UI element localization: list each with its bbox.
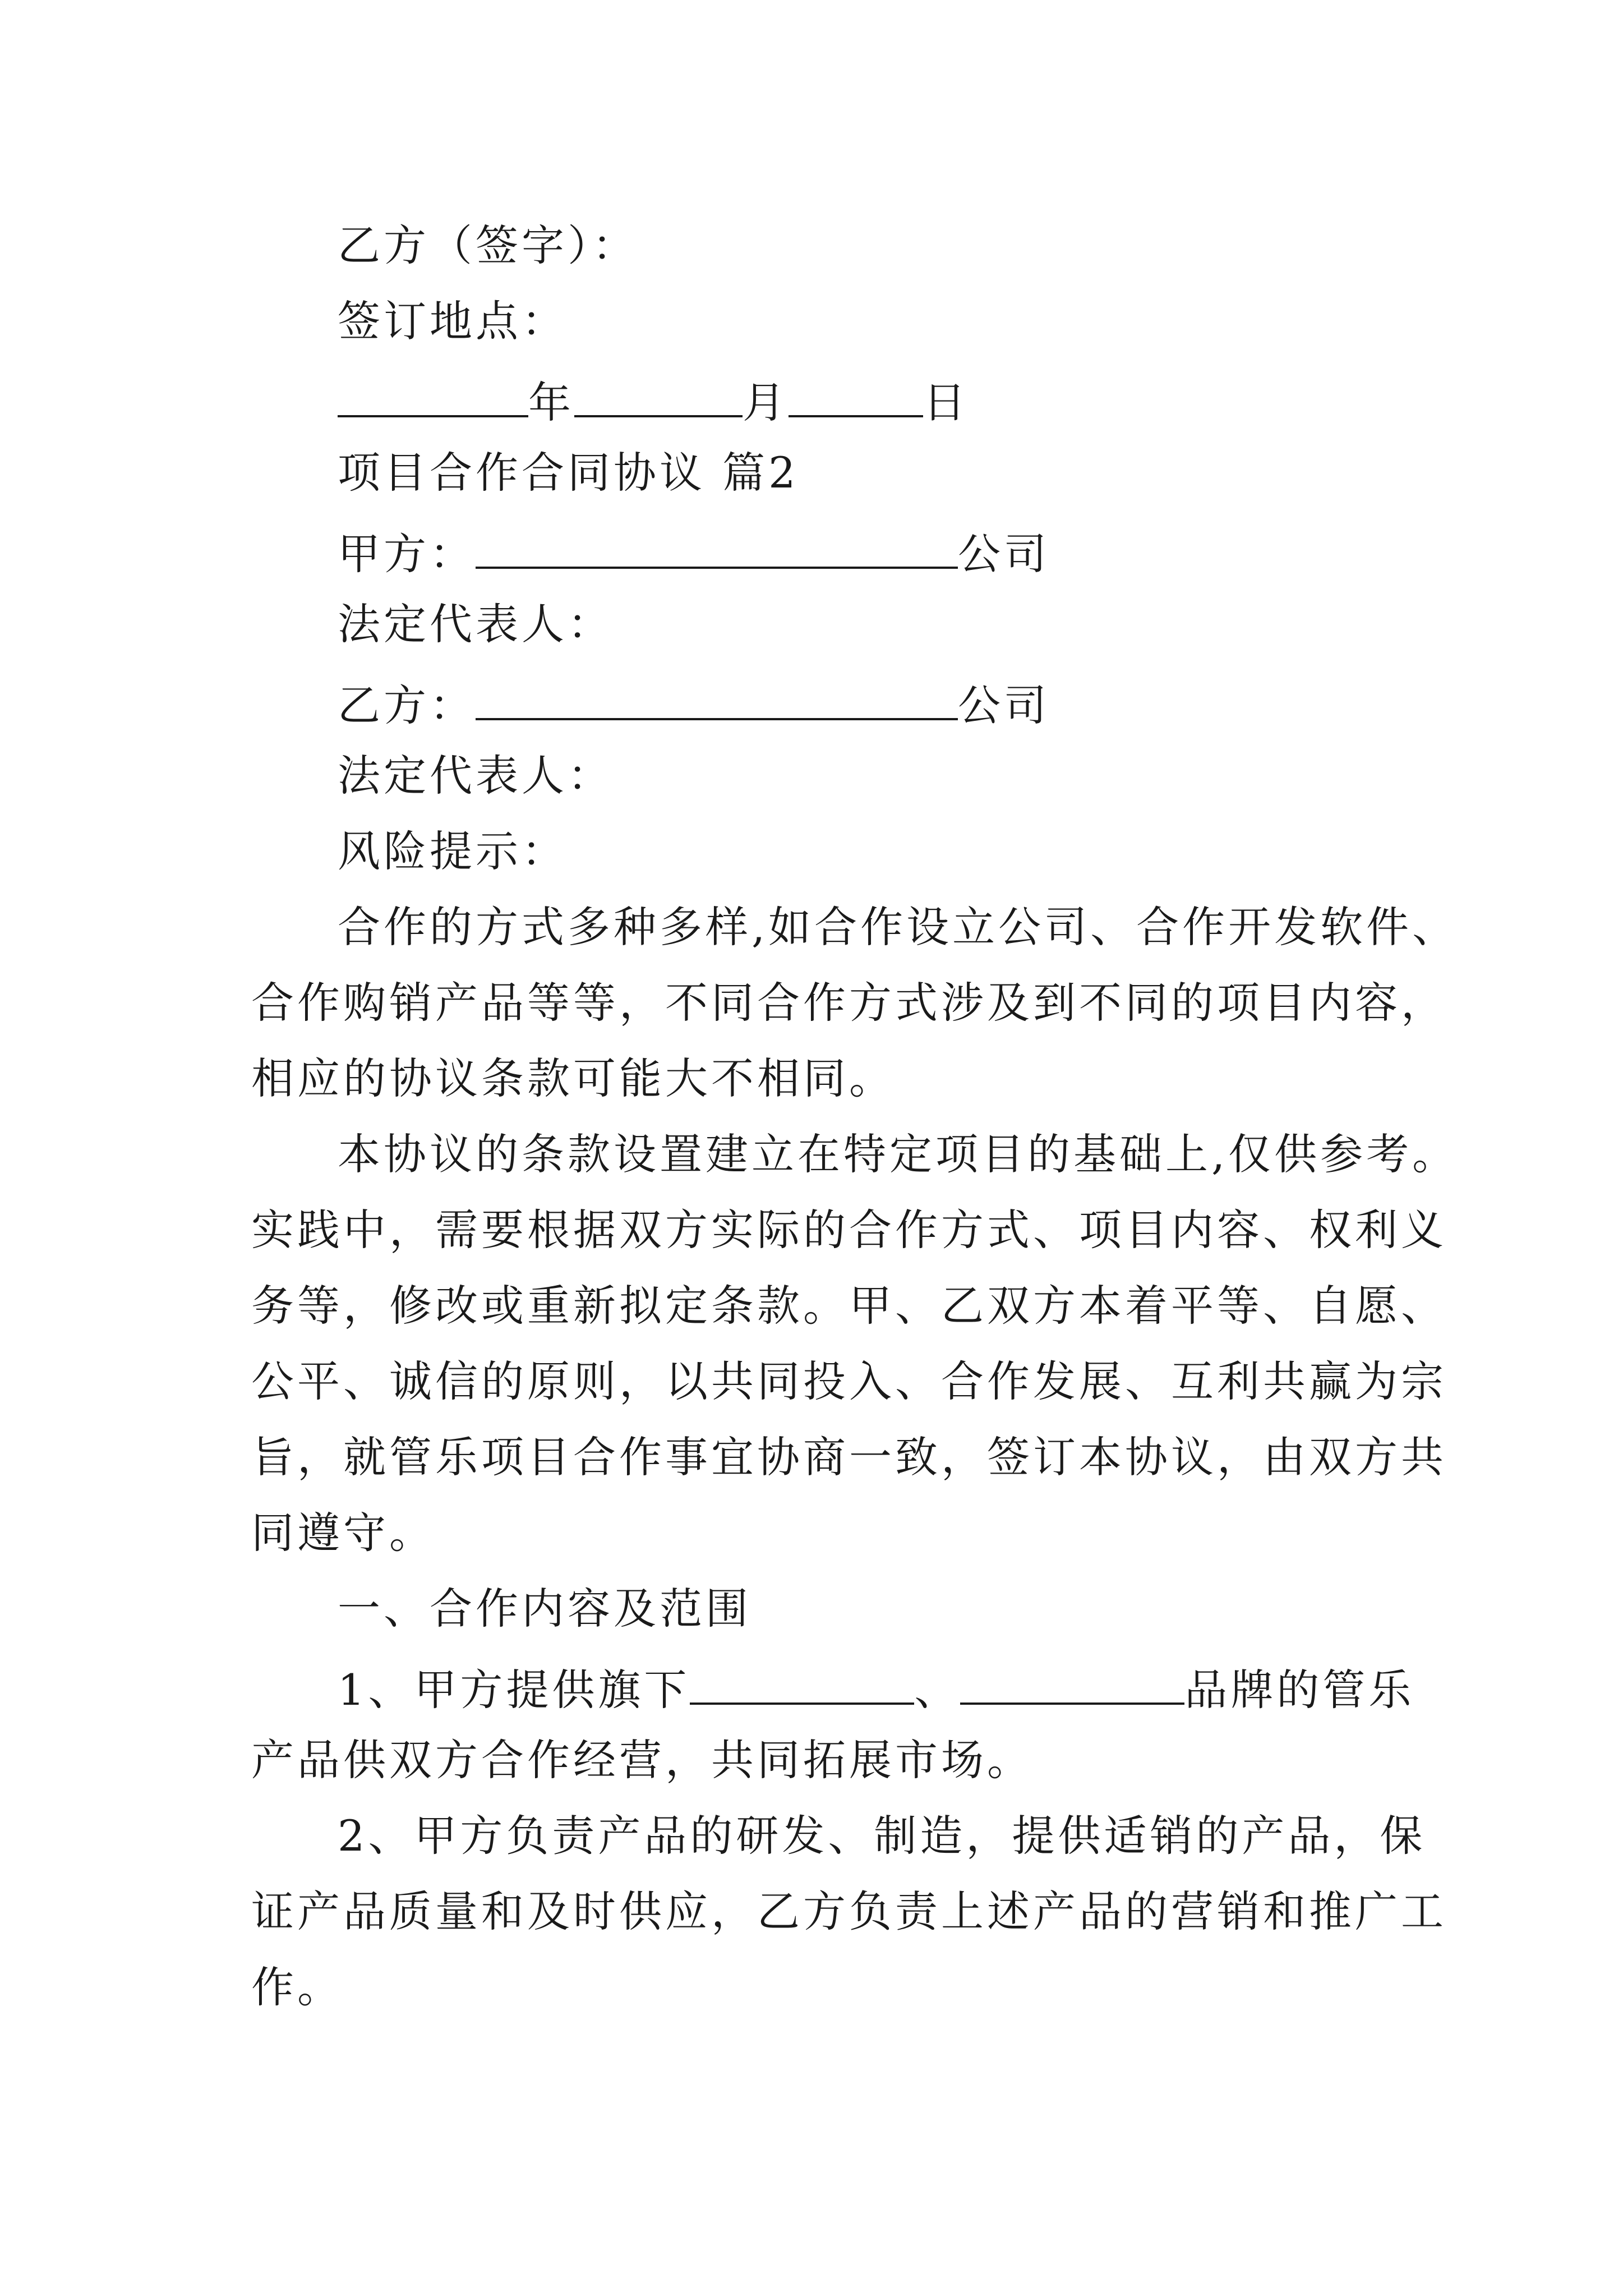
party-a-representative: 法定代表人： (338, 599, 614, 649)
risk-heading: 风险提示： (338, 826, 568, 876)
article-1-heading: 一、合作内容及范围 (338, 1584, 751, 1634)
clause-2-line: 2、甲方负责产品的研发、制造，提供适销的产品，保 (338, 1811, 1426, 1861)
party-b-blank (476, 679, 958, 720)
clause-1-prefix: 1、甲方提供旗下 (338, 1665, 690, 1715)
clause-1-separator: 、 (914, 1665, 961, 1715)
year-label: 年 (528, 378, 574, 427)
party-a-line (338, 527, 1050, 579)
preamble-line: 务等，修改或重新拟定条款。甲、乙双方本着平等、自愿、 (251, 1281, 1447, 1331)
preamble-line: 本协议的条款设置建立在特定项目的基础上,仅供参考。 (338, 1129, 1459, 1179)
preamble-line: 同遵守。 (251, 1508, 435, 1558)
month-blank (574, 376, 743, 417)
brand-blank-1 (690, 1663, 914, 1705)
party-b-representative: 法定代表人： (338, 751, 614, 800)
party-b-suffix: 公司 (958, 680, 1050, 730)
risk-paragraph-line: 合作购销产品等等，不同合作方式涉及到不同的项目内容， (251, 978, 1447, 1028)
party-a-suffix: 公司 (958, 529, 1050, 579)
clause-1-continuation: 产品供双方合作经营，共同拓展市场。 (251, 1735, 1033, 1785)
preamble-line: 实践中，需要根据双方实际的合作方式、项目内容、权利义 (251, 1205, 1447, 1255)
party-b-label: 乙方： (338, 680, 476, 730)
brand-blank-2 (960, 1663, 1184, 1705)
clause-2-line: 证产品质量和及时供应，乙方负责上述产品的营销和推广工 (251, 1887, 1447, 1936)
date-line (338, 376, 969, 427)
party-b-line (338, 679, 1050, 730)
section-title: 项目合作合同协议 篇2 (338, 448, 799, 498)
clause-2-line: 作。 (251, 1962, 343, 2012)
party-a-label: 甲方： (338, 529, 476, 579)
day-label: 日 (923, 378, 969, 427)
preamble-line: 公平、诚信的原则，以共同投入、合作发展、互利共赢为宗 (251, 1356, 1447, 1406)
clause-1-line (338, 1663, 1415, 1715)
signing-place: 签订地点： (338, 296, 568, 346)
year-blank (338, 376, 528, 417)
party-a-blank (476, 527, 958, 569)
month-label: 月 (743, 378, 789, 427)
signature-party-b: 乙方（签字）： (338, 220, 638, 270)
preamble-line: 旨，就管乐项目合作事宜协商一致，签订本协议，由双方共 (251, 1432, 1447, 1482)
day-blank (789, 376, 923, 417)
clause-1-suffix: 品牌的管乐 (1184, 1665, 1415, 1715)
risk-paragraph-line: 相应的协议条款可能大不相同。 (251, 1053, 895, 1103)
risk-paragraph-line: 合作的方式多种多样,如合作设立公司、合作开发软件、 (338, 902, 1459, 952)
